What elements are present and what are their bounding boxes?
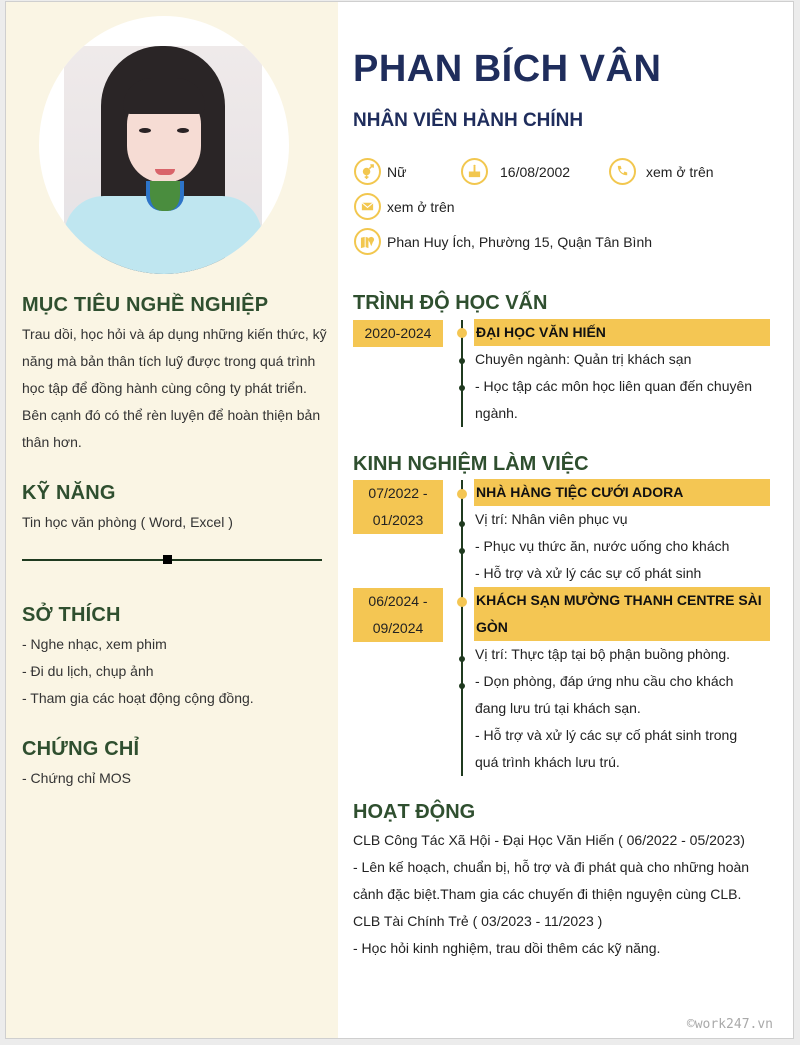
contact-address: Phan Huy Ích, Phường 15, Quận Tân Bình xyxy=(354,228,652,255)
map-pin-icon xyxy=(354,228,381,255)
skill-level-bar xyxy=(22,559,322,561)
experience-title: KINH NGHIỆM LÀM VIỆC xyxy=(353,453,589,475)
timeline-dot xyxy=(457,328,467,338)
skill-level-marker xyxy=(163,555,172,564)
objective-text: Trau dồi, học hỏi và áp dụng những kiến thức, kỹ năng mà bản thân tích luỹ được trong quá trình học tập để đồng hành cùng công ty phát triển. Bên cạnh đó có thể rèn luyện để hoàn thiện bản thân hơn. xyxy=(22,326,327,450)
hobbies-title: SỞ THÍCH xyxy=(22,604,121,626)
contact-gender: Nữ xyxy=(354,158,406,185)
experience-company: NHÀ HÀNG TIỆC CƯỚI ADORA xyxy=(474,479,770,506)
avatar-photo xyxy=(39,16,289,274)
mail-icon xyxy=(354,193,381,220)
timeline-bullet xyxy=(459,656,465,662)
activity-line: - Học hỏi kinh nghiệm, trau dồi thêm các kỹ năng. xyxy=(353,940,661,956)
certificates-title: CHỨNG CHỈ xyxy=(22,738,140,760)
birthday-cake-icon xyxy=(461,158,488,185)
skill-item: Tin học văn phòng ( Word, Excel ) xyxy=(22,514,233,530)
education-school: ĐẠI HỌC VĂN HIẾN xyxy=(474,319,770,346)
objective-title: MỤC TIÊU NGHỀ NGHIỆP xyxy=(22,294,269,316)
activities-title: HOẠT ĐỘNG xyxy=(353,801,476,823)
education-date: 2020-2024 xyxy=(353,320,443,347)
timeline-dot xyxy=(457,597,467,607)
contact-email: xem ở trên xyxy=(354,193,455,220)
contact-phone: xem ở trên xyxy=(609,158,714,185)
activity-line: - Lên kế hoạch, chuẩn bị, hỗ trợ và đi phát quà cho những hoàn xyxy=(353,859,750,875)
full-name: PHAN BÍCH VÂN xyxy=(353,48,662,90)
hobby-item: - Đi du lịch, chụp ảnh xyxy=(22,663,154,679)
contact-birthday: 16/08/2002 xyxy=(461,158,570,185)
timeline-dot xyxy=(457,489,467,499)
sidebar xyxy=(6,2,338,1038)
objective-section xyxy=(22,294,327,456)
activity-line: CLB Công Tác Xã Hội - Đại Học Văn Hiến ( 06/2022 - 05/2023) xyxy=(353,832,745,848)
timeline-bullet xyxy=(459,683,465,689)
hobby-item: - Nghe nhạc, xem phim xyxy=(22,636,167,652)
timeline-bullet xyxy=(459,521,465,527)
experience-company: KHÁCH SẠN MƯỜNG THANH CENTRE SÀI GÒN xyxy=(474,587,770,641)
certificate-item: - Chứng chỉ MOS xyxy=(22,770,131,786)
activity-line: cảnh đặc biệt.Tham gia các chuyến đi thiện nguyện cùng CLB. xyxy=(353,886,742,902)
certificates-section xyxy=(22,738,327,792)
main-content: PHAN BÍCH VÂN NHÂN VIÊN HÀNH CHÍNH Nữ 16/08/2002 xem ở trên xem ở trên Phan Huy Ích, Phường 15, Quận Tân Bình TRÌNH ĐỘ HỌC VẤN 2020-2024 ĐẠI HỌC VĂN HIẾN Chuyên ngành: Quản trị khách sạn - Học tập các môn học liên quan đến chuyên ngành. KINH NGHIỆM LÀM VIỆC 07/2022 - 01/2023 NHÀ HÀNG TIỆC CƯỚI ADORA Vị trí: Nhân viên phục vụ - Phục vụ thức ăn, nước uống cho khách - Hỗ trợ và xử lý các sự cố phát sinh 06/2024 - 09/2024 KHÁCH SẠN MƯỜNG THANH CENTRE SÀI GÒN Vị trí: Thực tập tại bộ phận buồng phòng. - Dọn phòng, đáp ứng nhu cầu cho khách đang lưu trú tại khách sạn. - Hỗ trợ và xử lý các sự cố phát sinh trong quá trình khách lưu trú. HOẠT ĐỘNG CLB Công Tác Xã Hội - Đại Học Văn Hiến ( 06/2022 - 05/2023) - Lên kế hoạch, chuẩn bị, hỗ trợ và đi phát quà cho những hoàn cảnh đặc biệt.Tham gia các chuyến đi thiện nguyện cùng CLB. CLB Tài Chính Trẻ ( 03/2023 - 11/2023 ) - Học hỏi kinh nghiệm, trau dồi thêm các kỹ năng. ©work247.vn xyxy=(338,2,793,1038)
cv-page xyxy=(5,1,794,1039)
timeline-bullet xyxy=(459,358,465,364)
hobbies-section xyxy=(22,604,327,712)
phone-icon xyxy=(609,158,636,185)
job-title: NHÂN VIÊN HÀNH CHÍNH xyxy=(353,110,584,131)
timeline-bullet xyxy=(459,385,465,391)
experience-date: 06/2024 - 09/2024 xyxy=(353,588,443,642)
experience-date: 07/2022 - 01/2023 xyxy=(353,480,443,534)
education-title: TRÌNH ĐỘ HỌC VẤN xyxy=(353,292,548,314)
watermark: ©work247.vn xyxy=(686,1017,773,1032)
activity-line: CLB Tài Chính Trẻ ( 03/2023 - 11/2023 ) xyxy=(353,913,603,929)
skills-section xyxy=(22,482,327,536)
skills-title: KỸ NĂNG xyxy=(22,482,116,504)
timeline-bullet xyxy=(459,548,465,554)
gender-icon xyxy=(354,158,381,185)
hobby-item: - Tham gia các hoạt động cộng đồng. xyxy=(22,690,254,706)
